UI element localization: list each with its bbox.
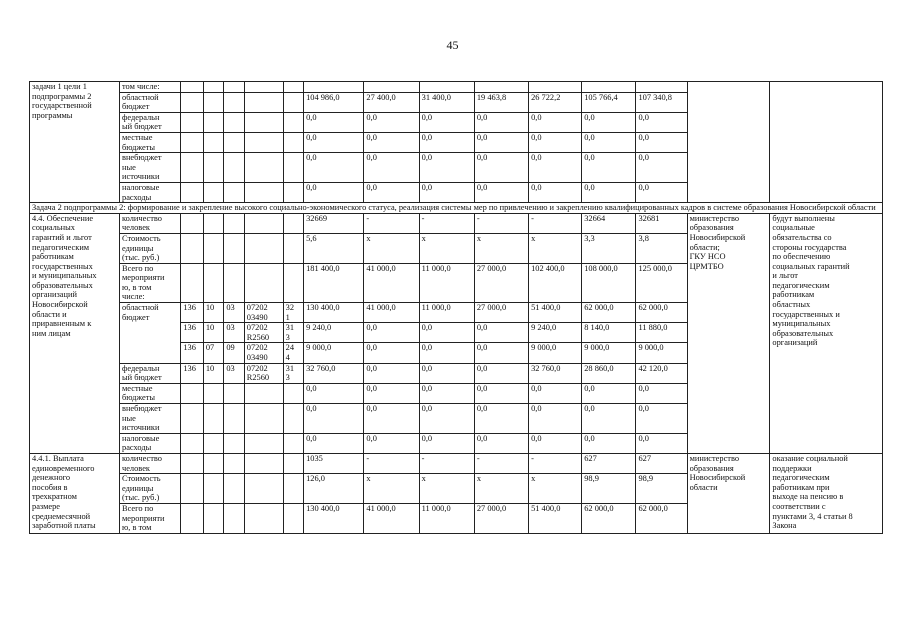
table-row [30,453,883,473]
value-cell: 0,0 [364,404,419,434]
executor [687,82,770,203]
row-label: внебюджет ные источники [120,404,181,434]
code-pr [224,233,244,263]
code-grbs: 136 [181,343,204,363]
code-grbs [181,132,204,152]
value-cell: 11 000,0 [419,263,474,302]
row-label: налоговые расходы [120,433,181,453]
value-cell: 0,0 [474,404,528,434]
code-vr [283,404,303,434]
value-cell: x [529,233,582,263]
code-pr: 03 [224,323,244,343]
value-cell: x [419,233,474,263]
value-cell: 126,0 [304,474,364,504]
code-rz [203,233,223,263]
value-cell: 98,9 [636,474,687,504]
expected-result: будут выполнены социальные обязательства со стороны государства по обеспечению социальных гарантий и льгот педагогическим работникам областных государственных и муниципальных образовательных организаций [770,213,883,453]
code-grbs [181,433,204,453]
code-rz: 07 [203,343,223,363]
code-grbs [181,182,204,202]
code-vr [283,503,303,533]
value-cell: 0,0 [529,404,582,434]
executor: министерство образования Новосибирской области [687,453,770,533]
value-cell: 102 400,0 [529,263,582,302]
code-pr [224,474,244,504]
code-vr: 24 4 [283,343,303,363]
code-csr [244,404,283,434]
code-rz [203,263,223,302]
code-csr: 07202 R2560 [244,363,283,383]
code-grbs [181,92,204,112]
value-cell: 62 000,0 [636,303,687,323]
row-label: Всего по мероприяти ю, в том [120,503,181,533]
code-rz [203,82,223,93]
code-rz [203,153,223,183]
value-cell: 9 240,0 [529,323,582,343]
value-cell: 0,0 [364,323,419,343]
code-grbs [181,503,204,533]
value-cell: 0,0 [636,383,687,403]
code-grbs [181,453,204,473]
page-number: 45 [446,38,459,52]
code-rz [203,383,223,403]
activity-name: 4.4.1. Выплата единовременного денежного пособия в трехкратном размере среднемесячной заработной платы [30,453,120,533]
value-cell: 9 000,0 [636,343,687,363]
code-csr [244,233,283,263]
value-cell: 0,0 [364,153,419,183]
value-cell: x [529,474,582,504]
value-cell [364,82,419,93]
value-cell: 0,0 [636,112,687,132]
value-cell: 130 400,0 [304,303,364,323]
value-cell: 0,0 [364,182,419,202]
code-csr [244,132,283,152]
value-cell: - [419,453,474,473]
code-csr [244,503,283,533]
value-cell: 0,0 [582,132,636,152]
code-csr [244,82,283,93]
value-cell: 0,0 [636,404,687,434]
row-label: местные бюджеты [120,383,181,403]
value-cell: 0,0 [419,363,474,383]
value-cell: 107 340,8 [636,92,687,112]
code-pr [224,213,244,233]
value-cell: 1035 [304,453,364,473]
value-cell: 0,0 [529,153,582,183]
value-cell: 0,0 [636,433,687,453]
value-cell: 0,0 [474,182,528,202]
value-cell: 125 000,0 [636,263,687,302]
row-label: Стоимость единицы (тыс. руб.) [120,474,181,504]
value-cell: - [474,213,528,233]
row-label: областной бюджет [120,92,181,112]
value-cell: x [474,233,528,263]
value-cell: 0,0 [304,404,364,434]
value-cell: 5,6 [304,233,364,263]
value-cell: 62 000,0 [582,303,636,323]
code-pr: 09 [224,343,244,363]
value-cell: 41 000,0 [364,303,419,323]
value-cell: 0,0 [419,153,474,183]
code-grbs [181,474,204,504]
code-vr [283,182,303,202]
value-cell: 104 986,0 [304,92,364,112]
code-rz [203,474,223,504]
code-csr [244,112,283,132]
code-vr [283,82,303,93]
value-cell: 0,0 [474,383,528,403]
value-cell: 0,0 [529,383,582,403]
code-pr [224,383,244,403]
value-cell: 98,9 [582,474,636,504]
value-cell: 9 000,0 [582,343,636,363]
value-cell: 0,0 [474,363,528,383]
value-cell: 0,0 [304,383,364,403]
value-cell: x [419,474,474,504]
value-cell: 11 000,0 [419,303,474,323]
value-cell: 0,0 [364,132,419,152]
code-csr: 07202 03490 [244,343,283,363]
code-pr [224,132,244,152]
activity-name: задачи 1 цели 1 подпрограммы 2 государственной программы [30,82,120,203]
value-cell: - [419,213,474,233]
value-cell: 41 000,0 [364,263,419,302]
code-rz [203,503,223,533]
code-vr: 32 1 [283,303,303,323]
code-csr [244,182,283,202]
table-row [30,82,883,93]
row-label: том числе: [120,82,181,93]
value-cell: 0,0 [582,153,636,183]
value-cell: 19 463,8 [474,92,528,112]
code-rz: 10 [203,363,223,383]
value-cell: 0,0 [304,112,364,132]
code-csr [244,474,283,504]
value-cell: 31 400,0 [419,92,474,112]
code-grbs: 136 [181,363,204,383]
section-title: Задача 2 подпрограммы 2: формирование и закрепление высокого социально-экономического статуса, реализация системы мер по привлечению и закреплению квалифицированных кадров в системе образования Новосибирской области [30,203,883,214]
code-vr [283,474,303,504]
value-cell: x [364,474,419,504]
code-vr [283,383,303,403]
value-cell: 0,0 [636,132,687,152]
value-cell: 0,0 [364,343,419,363]
code-grbs [181,263,204,302]
value-cell: - [364,453,419,473]
code-csr [244,153,283,183]
value-cell: 0,0 [582,433,636,453]
value-cell: 3,8 [636,233,687,263]
value-cell: 0,0 [419,343,474,363]
value-cell: 0,0 [636,182,687,202]
code-rz [203,182,223,202]
value-cell [582,82,636,93]
code-rz [203,404,223,434]
expected-result [770,82,883,203]
code-rz [203,213,223,233]
code-grbs [181,233,204,263]
value-cell [419,82,474,93]
row-label: Всего по мероприяти ю, в том числе: [120,263,181,302]
value-cell: 0,0 [529,182,582,202]
value-cell: 62 000,0 [582,503,636,533]
code-rz [203,453,223,473]
row-label: внебюджет ные источники [120,153,181,183]
value-cell: 108 000,0 [582,263,636,302]
value-cell: 62 000,0 [636,503,687,533]
value-cell: 0,0 [582,112,636,132]
code-pr [224,82,244,93]
value-cell: 27 000,0 [474,303,528,323]
value-cell: 181 400,0 [304,263,364,302]
value-cell: 0,0 [419,182,474,202]
value-cell: 27 400,0 [364,92,419,112]
code-vr [283,433,303,453]
value-cell: 0,0 [529,132,582,152]
value-cell: 0,0 [582,404,636,434]
value-cell: 0,0 [364,383,419,403]
code-pr [224,182,244,202]
code-grbs [181,404,204,434]
code-vr [283,453,303,473]
code-grbs [181,112,204,132]
code-rz: 10 [203,303,223,323]
value-cell: 8 140,0 [582,323,636,343]
value-cell: 0,0 [529,433,582,453]
code-rz [203,433,223,453]
value-cell: 32 760,0 [529,363,582,383]
value-cell: 32664 [582,213,636,233]
value-cell: - [474,453,528,473]
row-label: Стоимость единицы (тыс. руб.) [120,233,181,263]
value-cell: 28 860,0 [582,363,636,383]
value-cell: 0,0 [474,323,528,343]
value-cell: 0,0 [474,112,528,132]
value-cell: 9 000,0 [304,343,364,363]
value-cell: 0,0 [636,153,687,183]
value-cell: - [529,213,582,233]
code-vr [283,92,303,112]
value-cell: 0,0 [474,433,528,453]
code-vr [283,153,303,183]
value-cell: - [364,213,419,233]
value-cell: 0,0 [474,132,528,152]
code-grbs [181,213,204,233]
code-csr [244,433,283,453]
code-rz [203,132,223,152]
code-grbs [181,82,204,93]
code-grbs [181,153,204,183]
value-cell: 627 [636,453,687,473]
value-cell: x [364,233,419,263]
value-cell: 0,0 [474,343,528,363]
code-rz [203,112,223,132]
value-cell: 0,0 [419,112,474,132]
value-cell: 0,0 [419,132,474,152]
row-label: налоговые расходы [120,182,181,202]
value-cell: 27 000,0 [474,503,528,533]
value-cell: 9 240,0 [304,323,364,343]
value-cell: 0,0 [582,182,636,202]
code-pr: 03 [224,303,244,323]
value-cell: 51 400,0 [529,503,582,533]
code-pr: 03 [224,363,244,383]
code-pr [224,503,244,533]
row-label: местные бюджеты [120,132,181,152]
value-cell: 3,3 [582,233,636,263]
value-cell: 0,0 [474,153,528,183]
value-cell: - [529,453,582,473]
row-label: федеральн ый бюджет [120,112,181,132]
value-cell: 11 880,0 [636,323,687,343]
section-row [30,203,883,214]
value-cell: x [474,474,528,504]
value-cell: 0,0 [304,132,364,152]
value-cell: 0,0 [419,404,474,434]
code-vr [283,213,303,233]
row-label: федеральн ый бюджет [120,363,181,383]
value-cell: 27 000,0 [474,263,528,302]
value-cell: 32 760,0 [304,363,364,383]
code-vr [283,132,303,152]
value-cell: 42 120,0 [636,363,687,383]
code-grbs: 136 [181,323,204,343]
code-pr [224,263,244,302]
code-pr [224,92,244,112]
code-grbs [181,383,204,403]
code-vr: 31 3 [283,323,303,343]
code-rz: 10 [203,323,223,343]
value-cell: 0,0 [304,153,364,183]
budget-table [29,81,883,534]
value-cell: 0,0 [304,433,364,453]
value-cell: 0,0 [364,363,419,383]
activity-name: 4.4. Обеспечение социальных гарантий и льгот педагогическим работникам государственных и муниципальных образовательных организаций Новосибирской области и приравненным к ним лицам [30,213,120,453]
value-cell: 32681 [636,213,687,233]
value-cell [636,82,687,93]
code-csr [244,92,283,112]
executor: министерство образования Новосибирской области; ГКУ НСО ЦРМТБО [687,213,770,453]
value-cell: 0,0 [364,433,419,453]
value-cell: 0,0 [419,323,474,343]
value-cell [474,82,528,93]
value-cell: 627 [582,453,636,473]
row-label: количество человек [120,453,181,473]
code-vr [283,233,303,263]
value-cell: 0,0 [529,112,582,132]
code-csr [244,213,283,233]
value-cell: 26 722,2 [529,92,582,112]
value-cell: 41 000,0 [364,503,419,533]
code-pr [224,404,244,434]
value-cell [304,82,364,93]
value-cell: 32669 [304,213,364,233]
value-cell: 0,0 [582,383,636,403]
value-cell: 9 000,0 [529,343,582,363]
code-rz [203,92,223,112]
code-pr [224,433,244,453]
code-vr: 31 3 [283,363,303,383]
value-cell: 0,0 [364,112,419,132]
row-label: областной бюджет [120,303,181,364]
code-pr [224,453,244,473]
expected-result: оказание социальной поддержки педагогическим работникам при выходе на пенсию в соответствии с пунктами 3, 4 статьи 8 Закона [770,453,883,533]
value-cell: 105 766,4 [582,92,636,112]
code-grbs: 136 [181,303,204,323]
value-cell: 11 000,0 [419,503,474,533]
value-cell [529,82,582,93]
value-cell: 0,0 [419,383,474,403]
code-csr: 07202 03490 [244,303,283,323]
table-row [30,213,883,233]
code-vr [283,263,303,302]
code-vr [283,112,303,132]
code-csr [244,263,283,302]
code-csr [244,453,283,473]
row-label: количество человек [120,213,181,233]
value-cell: 0,0 [304,182,364,202]
value-cell: 130 400,0 [304,503,364,533]
value-cell: 0,0 [419,433,474,453]
code-csr: 07202 R2560 [244,323,283,343]
code-pr [224,153,244,183]
value-cell: 51 400,0 [529,303,582,323]
code-pr [224,112,244,132]
code-csr [244,383,283,403]
